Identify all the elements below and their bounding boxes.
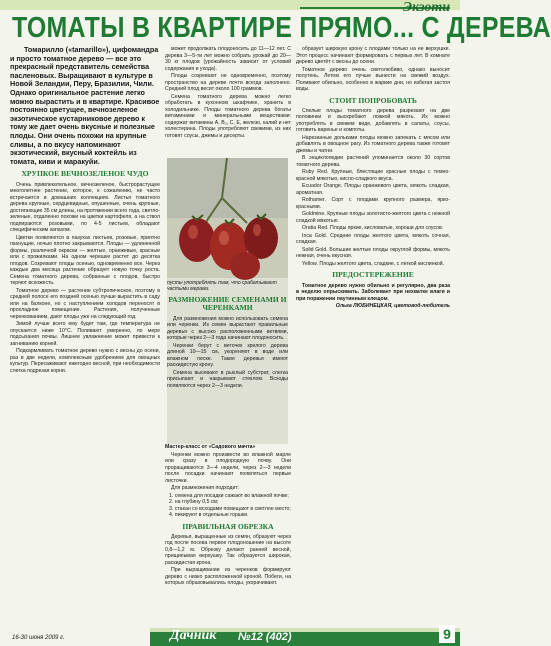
paragraph: Томатное дерево очень светолюбиво, однако выносит полутень. Летом его лучше вынести на свежий воздух. Поливают обильно, особенно в жаркие дни, но избегая застоя воды.	[296, 66, 450, 92]
steps-list	[165, 493, 291, 519]
paragraph: Цветки появляются в пазухах листьев, розовые, приятно пахнущие, ночью плотно закрываются. Плоды — удлиненной формы, различной окраски — желтые, оранжевые, красные или с прожилками. На одном черешке растет до десятка плодов. Созревают плоды осенью, одновременно все. Через каждые два месяца растение образует новую точку роста. Семена томатного дерева, собранные с плодов, быстро теряют всхожесть.	[10, 234, 160, 287]
paragraph: Деревья, выращенные из семян, образуют через год после посева первое плодоношение на высоте 0,8—1,2 м. Обрезку делают ранней весной, прищипывая верхушку. Так образуется широкая, раскидистая крона.	[165, 533, 291, 566]
paragraph: Нарезанные дольками плоды можно запекать с мясом или добавлять в овощное рагу. Из томатного дерева также готовят джемы и чатни.	[296, 134, 450, 154]
list-item: 1. семена для посадки сажают во влажной почве;	[169, 492, 289, 499]
variety-item: Oratia Red. Плоды яркие, кисловатые, хороши для соусов.	[302, 225, 444, 232]
column-1	[10, 46, 160, 622]
column-2-top	[165, 46, 291, 158]
variety-item: Inca Gold. Средние плоды желтого цвета, мякоть сочная, сладкая.	[296, 232, 450, 246]
paragraph: Томатное дерево — растение субтропическое, поэтому в средней полосе его поздней осенью лучше вырастить в саду или на балконе, но с наступлением холодов переносят в прохладное помещение. Растения, полученные черенкованием, дают плоды уже на следующий год.	[10, 287, 160, 320]
article-title: ТОМАТЫ В КВАРТИРЕ ПРЯМО... С ДЕРЕВА	[12, 12, 551, 44]
subheading-try-it: СТОИТ ПОПРОБОВАТЬ	[329, 95, 417, 105]
tomato-fruits-image	[167, 158, 288, 278]
paragraph: Спелые плоды томатного дерева разрезают на две половинки и выскребают ложкой мякоть. Их можно употреблять в свежем виде, добавлять в салаты, соусы, готовить варенье и компоты.	[296, 107, 450, 134]
variety-item: Rothamer. Сорт с плодами крупного размера, ярко-красными.	[296, 197, 450, 210]
column-3	[296, 46, 450, 622]
footer-date-area	[0, 628, 150, 646]
subheading-warning: ПРЕДОСТЕРЕЖЕНИЕ	[332, 270, 414, 280]
list-item: 2. на глубину 0,5 см;	[169, 499, 219, 505]
paragraph: Очень привлекательное, вечнозеленое, быстрорастущее многолетнее растение, которое, к сожалению, не часто встречается в домашних коллекциях. Листья томатного дерева крупные, сердцевидные, опушенные, очень крупные, достигающие 35 см длины, на протяжении всего года, светло-зеленые, отдаленно похожи на цветки картофеля, а на ствол подпираются розовыми, по 4-5 листьев, обладают специфическим запахом.	[10, 181, 160, 234]
photo-caption-area	[167, 278, 288, 292]
issue-date: 16-30 июня 2009 г.	[12, 635, 65, 641]
magazine-logo: Дачник	[170, 628, 217, 643]
author-signature: Ольга ЛЮБИНЕЦКАЯ, цветовод-любитель	[335, 303, 450, 310]
paragraph: Черенки можно произвести во влажной марле или сразу в плодородную почву. Они проращиваются 3—4 недели, через 2—3 недели после посадки начинают появляться первые листочки.	[165, 451, 291, 484]
paragraph: Зимой лучше всего ему будет там, где температура не опускается ниже 10°С. Поливают умеренно, по мере подсыхания почвы. Лишнее увлажнение может привести к загниванию корней.	[10, 321, 160, 347]
paragraph: Для размножения подходит:	[171, 485, 240, 491]
column-2-bottom	[165, 444, 291, 622]
subheading-propagation: РАЗМНОЖЕНИЕ СЕМЕНАМИ И ЧЕРЕНКАМИ	[168, 295, 287, 313]
variety-item: Ruby Red. Крупные, блестящие красные плоды с темно-красной мякотью, кисло-сладкого вкуса.	[296, 169, 450, 182]
lead-text: Томарилло («tamarillo»), цифомандра и просто томатное дерево — все это прекрасный представитель семейства пасленовых. Выращивают в культуре в Новой Зеландии, Перу, Бразилии, Чили. Однако оригинальное растение легко можно вырастить и в квартире. Красивое постоянно цветущее, вечнозеленое экзотическое кустарниковое дерево к тому же дает очень вкусные и полезные плоды. Они очень похожи на крупные сливы, а по вкусу напоминают экзотический, вкусный коктейль из томата, киви и маракуйи.	[10, 45, 160, 166]
paragraph: может продолжать плодоносить до 11—12 лет. С дерева 3—5-ти лет можно собрать урожай до 20—30 кг плодов (урожайность зависит от условий содержания и ухода).	[165, 46, 291, 72]
section-tag: Экзоти	[403, 0, 450, 15]
variety-item: Solid Gold. Большие желтые плоды округлой формы, мякоть нежная, очень вкусная.	[296, 246, 450, 260]
paragraph: В энциклопедии растений упоминается около 30 сортов томатного дерева.	[296, 155, 450, 168]
variety-item: Goldmine. Крупные плоды золотисто-желтого цвета с нежной сладкой мякотью.	[296, 211, 450, 224]
subheading-evergreen: ХРУПКОЕ ВЕЧНОЗЕЛЕНОЕ ЧУДО	[21, 169, 149, 179]
tomato-tree-photo	[167, 158, 288, 444]
list-item: 3. стакан со всходами помещают в светлое место;	[169, 505, 291, 512]
variety-item: Ecuador Orange. Плоды оранжевого цвета, мякоть сладкая, ароматная.	[296, 183, 450, 196]
photo-caption: пусты употреблять там, что срабатывают частыми мерами.	[167, 280, 277, 292]
paragraph: Семена томатного дерева можно легко обработать в кухонном шкафчике, хранить в холодильнике. Плоды томатного дерева богаты витаминами и минеральными веществами: содержат витамины A, B₂, C, Е, железо, калий и нет холестерина. Плоды употребляют свежими, из них готовят соусы, джемы и десерты.	[165, 93, 291, 139]
list-item: 4. пикируют в отдельные горшки.	[169, 512, 249, 518]
paragraph: Черенки берут с веточек зрелого дерева длиной 10—15 см, укореняют в воде или влажном песке. Такие деревья имеют раскидистую крону.	[167, 342, 288, 369]
paragraph: Семена высевают в рыхлый субстрат, слегка присыпают и накрывают стеклом. Всходы появляются через 2—3 недели.	[167, 369, 288, 389]
paragraph: Плоды созревают не одновременно, поэтому пространство на дереве почти всегда заполнено. Средний плод весит около 100 граммов.	[165, 73, 291, 92]
page-number: 9	[439, 625, 455, 643]
subheading-pruning: ПРАВИЛЬНАЯ ОБРЕЗКА	[182, 521, 274, 531]
paragraph: Для размножения можно использовать семена или черенки. Из семян вырастают правильные деревья с высоко расположенными ветвями, которые через 2—3 года начинают плодоносить.	[167, 315, 288, 342]
article-lead	[10, 46, 160, 166]
issue-number: №12 (402)	[238, 631, 292, 643]
master-class-heading: Мастер-класс от «Садового мачта»	[165, 444, 256, 450]
variety-item: Yellow. Плоды желтого цвета, сладкие, с легкой кислинкой.	[302, 260, 445, 267]
paragraph: Подкармливать томатное дерево нужно с весны до осени, раз в две недели, комплексным удобрением для овощных культур. Пересаживают ежегодно весной, при необходимости слегка подрезая корни.	[10, 348, 160, 374]
column-2-mid	[167, 292, 288, 444]
paragraph: При выращивании из черенков формируют дерево с низко расположенной кроной. Побеги, на которых образовывались плоды, укорачивают.	[165, 567, 291, 587]
warning-text: Томатное дерево нужно обильно и регулярно, два раза в неделю опрыскивать. Заболевает при нехватке влаги и при поражении паутинным клещом.	[296, 282, 450, 302]
paragraph: образует широкую крону с плодами только на ее верхушке. Этот процесс начинают формировать с первых лет. В комнате дерево цветёт с весны до осени.	[296, 46, 450, 65]
